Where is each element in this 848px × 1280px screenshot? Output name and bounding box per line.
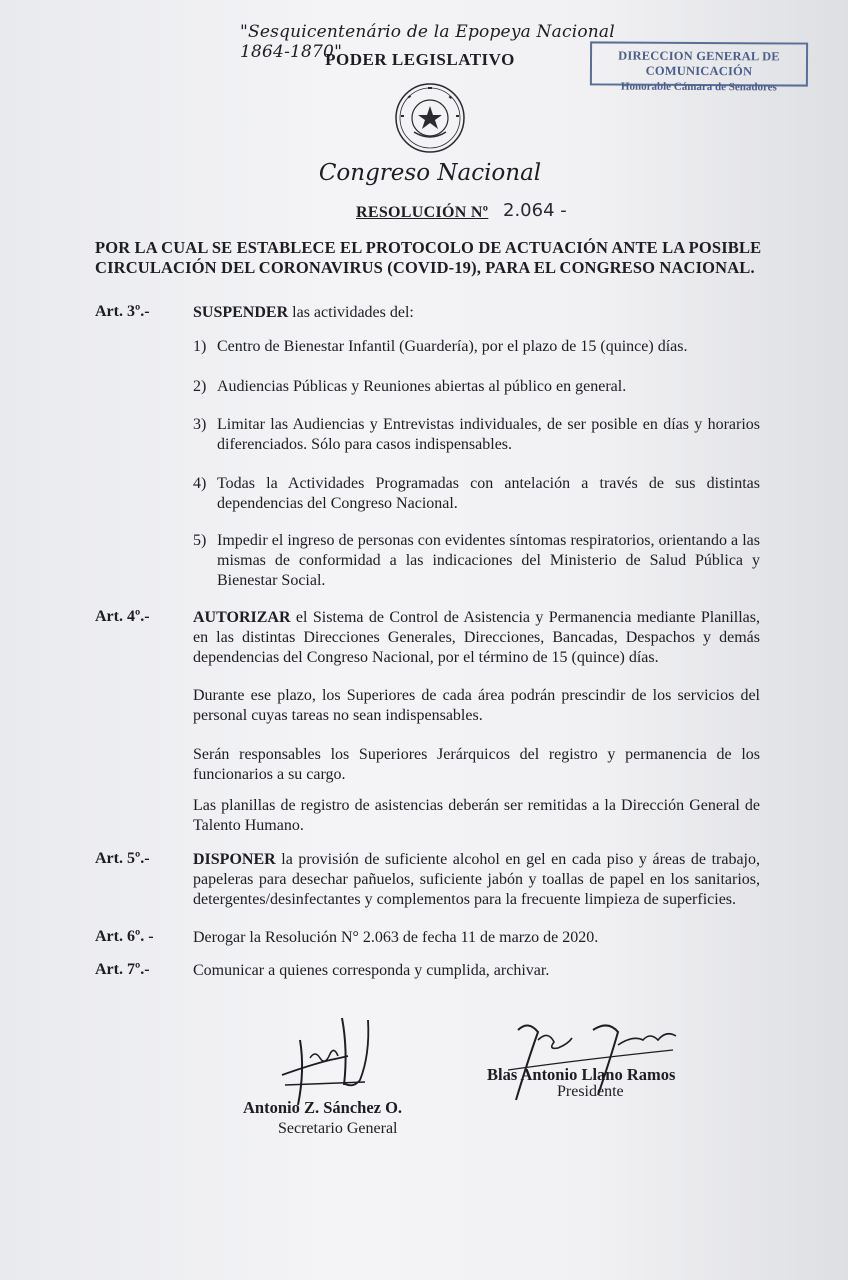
article-5-paragraph: [193, 850, 760, 910]
item-number: 5): [193, 532, 207, 549]
president-name: Blas Antonio Llano Ramos: [487, 1065, 676, 1084]
article-4-paragraph-2: Durante ese plazo, los Superiores de cada área podrán prescindir de los servicios del personal cuyas tareas no sean indispensables.: [193, 687, 760, 724]
item-number: 1): [193, 338, 207, 355]
stamp-line-1: DIRECCION GENERAL DE COMUNICACIÓN: [618, 48, 780, 79]
institution-name: Congreso Nacional: [318, 160, 542, 186]
secretary-role: Secretario General: [278, 1120, 398, 1137]
item-text: Todas la Actividades Programadas con antelación a través de sus distintas dependencias del Congreso Nacional.: [217, 475, 760, 512]
article-4-lead-text: el Sistema de Control de Asistencia y Permanencia mediante Planillas, en las distintas Direcciones Generales, Direcciones, Bancadas, Despachos y demás dependencias del Congreso Nacional, por el término de 15 (quince) días.: [193, 609, 760, 666]
secretary-name: Antonio Z. Sánchez O.: [243, 1098, 403, 1117]
stamp-line-2: Honorable Cámara de Senadores: [620, 80, 777, 94]
article-5-label: Art. 5º.-: [95, 850, 150, 867]
item-text: Audiencias Públicas y Reuniones abiertas al público en general.: [217, 378, 627, 395]
article-7-label: Art. 7º.-: [95, 961, 150, 978]
communication-stamp: [590, 41, 808, 94]
resolution-label: RESOLUCIÓN Nº: [356, 204, 489, 221]
article-7-text: Comunicar a quienes corresponda y cumplida, archivar.: [193, 962, 550, 979]
article-3-lead-text: las actividades del:: [288, 304, 414, 321]
article-4-paragraph-3: Serán responsables los Superiores Jerárquicos del registro y permanencia de los funcionarios a su cargo.: [193, 746, 760, 783]
secretary-signature: [270, 1010, 390, 1110]
article-6-label: Art. 6º. -: [95, 928, 154, 945]
article-3-verb: SUSPENDER: [193, 304, 289, 321]
item-number: 3): [193, 416, 207, 433]
item-number: 2): [193, 378, 207, 395]
item-number: 4): [193, 475, 207, 492]
item-text: Centro de Bienestar Infantil (Guardería), por el plazo de 15 (quince) días.: [217, 338, 688, 355]
national-seal-icon: [394, 82, 466, 154]
item-text: Limitar las Audiencias y Entrevistas individuales, de ser posible en días y horarios diferenciados. Sólo para casos indispensables.: [217, 416, 760, 453]
article-5-text: la provisión de suficiente alcohol en gel en cada piso y áreas de trabajo, papeleras para desechar pañuelos, suficiente jabón y toallas de papel en los sanitarios, detergentes/desinfectantes y complementos para la frecuente limpieza de superficies.: [193, 851, 760, 908]
item-text: Impedir el ingreso de personas con evidentes síntomas respiratorios, orientando a las mismas de conformidad a las indicaciones del Ministerio de Salud Pública y Bienestar Social.: [217, 532, 760, 589]
article-4-paragraph-1: [193, 608, 760, 668]
motto-text: "Sesquicentenário de la Epopeya Nacional 1864-1870": [240, 22, 615, 62]
resolution-number: 2.064 -: [503, 200, 567, 221]
article-3-lead: [193, 303, 760, 323]
article-3-label: Art. 3º.-: [95, 303, 150, 320]
article-4-paragraph-4: Las planillas de registro de asistencias deberán ser remitidas a la Dirección General de Talento Humano.: [193, 797, 760, 834]
article-4-verb: AUTORIZAR: [193, 609, 291, 626]
branch-title: PODER LEGISLATIVO: [325, 50, 515, 69]
article-5-verb: DISPONER: [193, 851, 276, 868]
resolution-heading: POR LA CUAL SE ESTABLECE EL PROTOCOLO DE ACTUACIÓN ANTE LA POSIBLE CIRCULACIÓN DEL CORONAVIRUS (COVID-19), PARA EL CONGRESO NACIONAL.: [95, 238, 762, 277]
article-4-label: Art. 4º.-: [95, 608, 150, 625]
article-6-text: Derogar la Resolución N° 2.063 de fecha 11 de marzo de 2020.: [193, 929, 599, 946]
president-role: Presidente: [557, 1083, 624, 1100]
